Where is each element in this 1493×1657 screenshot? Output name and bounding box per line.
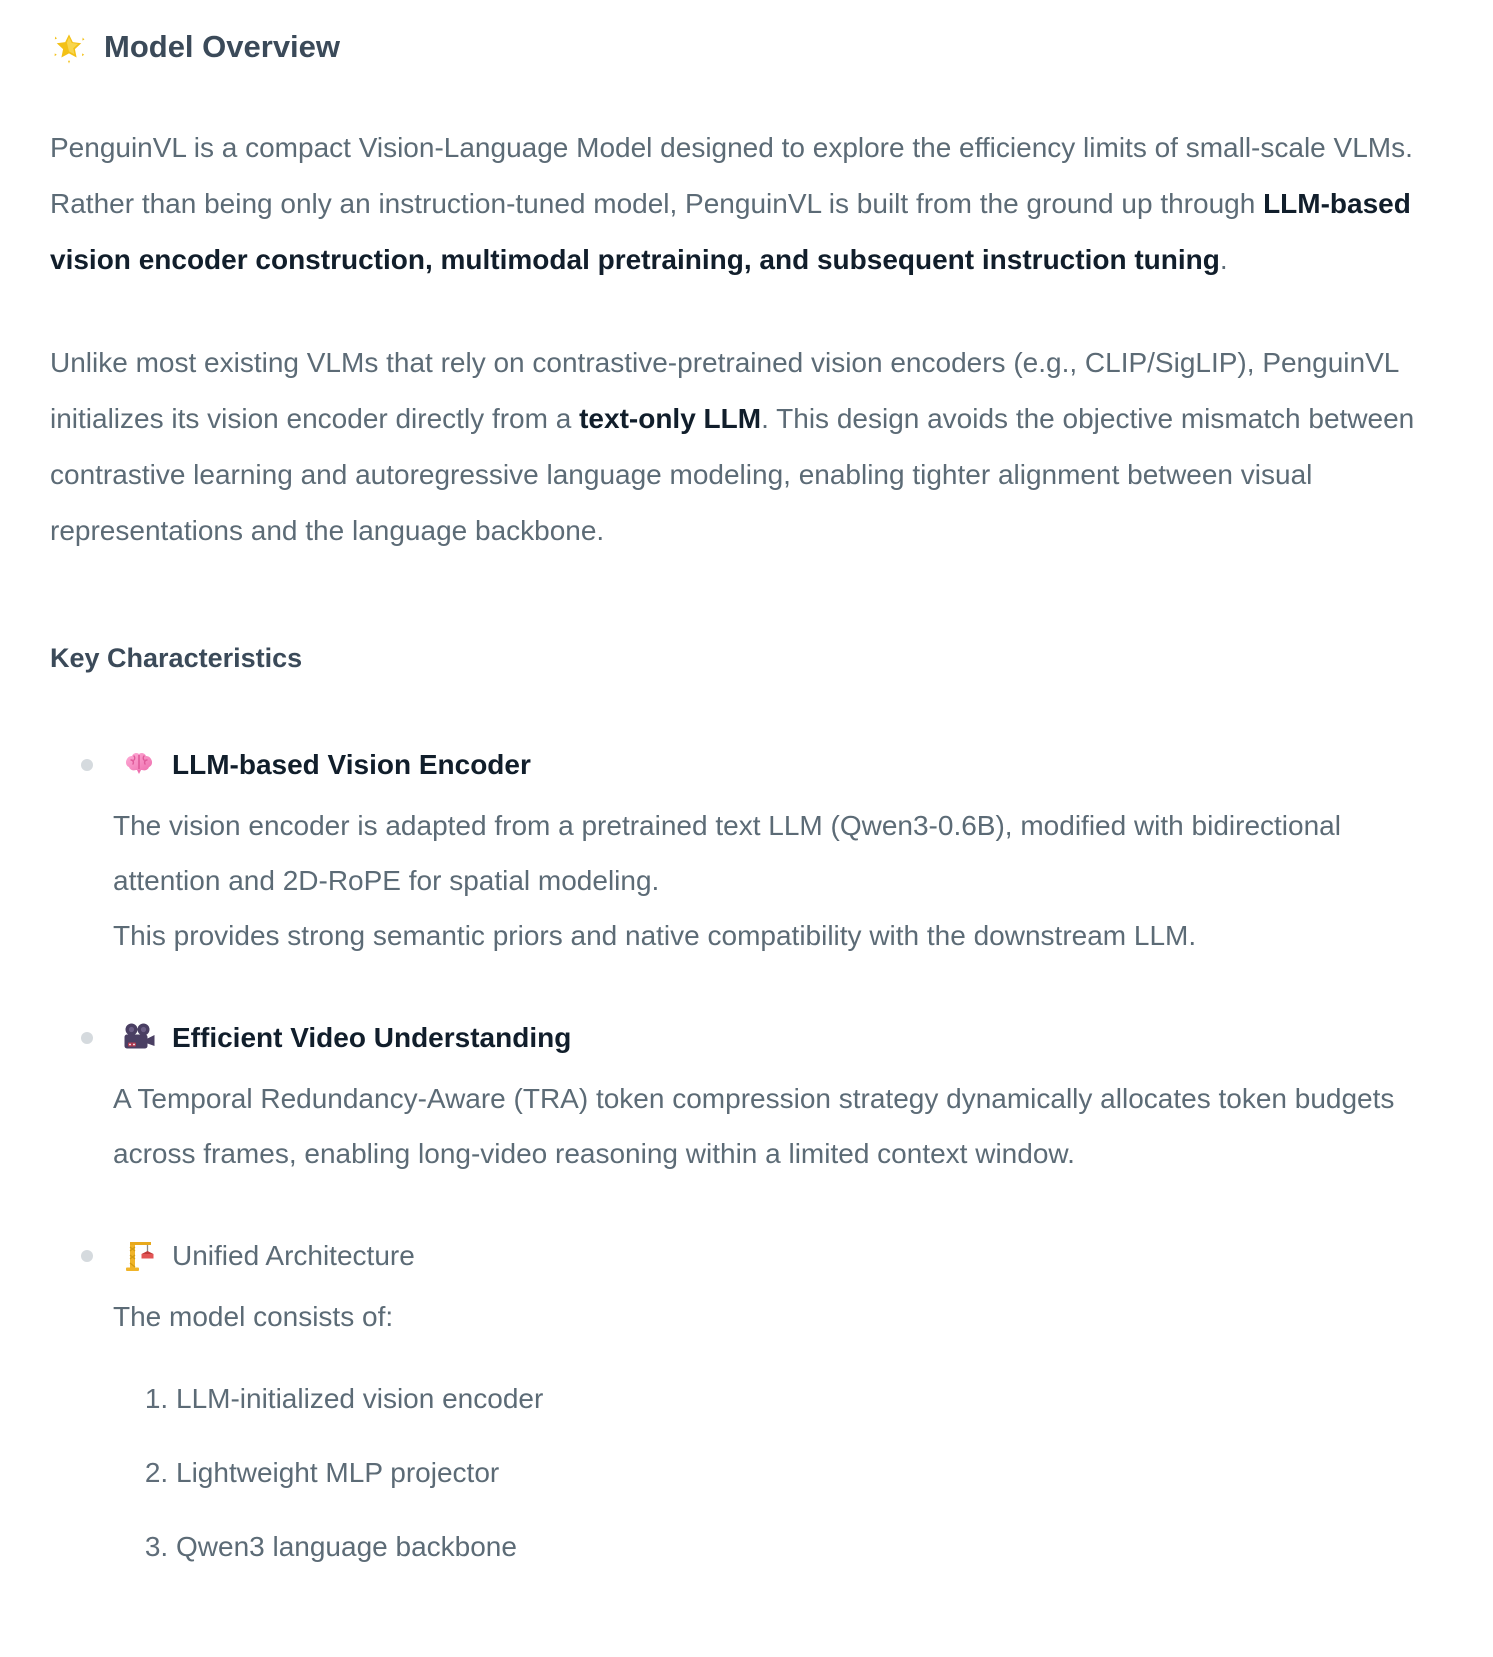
feature-item	[50, 1234, 1435, 1564]
feature-description-line: This provides strong semantic priors and native compatibility with the downstream LLM.	[113, 920, 1197, 951]
feature-description-line: The vision encoder is adapted from a pretrained text LLM (Qwen3-0.6B), modified with bidirectional attention and 2D-RoPE for spatial modeling.	[113, 810, 1341, 896]
glowing-star-icon	[50, 28, 88, 66]
page-title-text: Model Overview	[104, 29, 341, 64]
brain-icon	[121, 747, 157, 783]
paragraph-bold-text: LLM-based vision encoder construction, multimodal pretraining, and subsequent instruction tuning	[50, 188, 1411, 275]
section-title-key-characteristics: Key Characteristics	[50, 643, 303, 673]
paragraph-bold-text: text-only LLM	[579, 403, 762, 434]
intro-paragraph	[50, 120, 1435, 288]
architecture-component-item: 2. Lightweight MLP projector	[176, 1456, 1435, 1490]
feature-title-row	[113, 1016, 1435, 1060]
architecture-components-list	[113, 1382, 1435, 1564]
feature-list	[50, 743, 1435, 1564]
feature-title: LLM-based Vision Encoder	[172, 749, 531, 780]
feature-title: Efficient Video Understanding	[172, 1022, 572, 1053]
feature-title: Unified Architecture	[172, 1240, 415, 1271]
design-paragraph	[50, 335, 1435, 559]
paragraph-text: PenguinVL is a compact Vision-Language Model designed to explore the efficiency limits of small-scale VLMs. Rather than being only an instruction-tuned model, PenguinVL is built from the ground up through	[50, 132, 1413, 219]
movie-camera-icon	[121, 1020, 157, 1056]
architecture-component-item: 1. LLM-initialized vision encoder	[176, 1382, 1435, 1416]
architecture-component-item: 3. Qwen3 language backbone	[176, 1530, 1435, 1564]
feature-description	[113, 1289, 1435, 1344]
building-construction-icon	[121, 1238, 157, 1274]
page-title	[50, 24, 1435, 70]
feature-description	[113, 1071, 1435, 1181]
feature-description-line: The model consists of:	[113, 1301, 394, 1332]
feature-description	[113, 798, 1435, 963]
feature-item	[50, 743, 1435, 963]
feature-item	[50, 1016, 1435, 1181]
feature-description-line: A Temporal Redundancy-Aware (TRA) token compression strategy dynamically allocates token budgets across frames, enabling long-video reasoning within a limited context window.	[113, 1083, 1395, 1169]
paragraph-text: . This design avoids the objective mismatch between contrastive learning and autoregressive language modeling, enabling tighter alignment between visual representations and the language backbone.	[50, 403, 1415, 546]
feature-title-row	[113, 743, 1435, 787]
feature-title-row	[113, 1234, 1435, 1278]
paragraph-text: Unlike most existing VLMs that rely on contrastive-pretrained vision encoders (e.g., CLIP/SigLIP), PenguinVL initializes its vision encoder directly from a	[50, 347, 1399, 434]
paragraph-text: .	[1219, 244, 1228, 275]
